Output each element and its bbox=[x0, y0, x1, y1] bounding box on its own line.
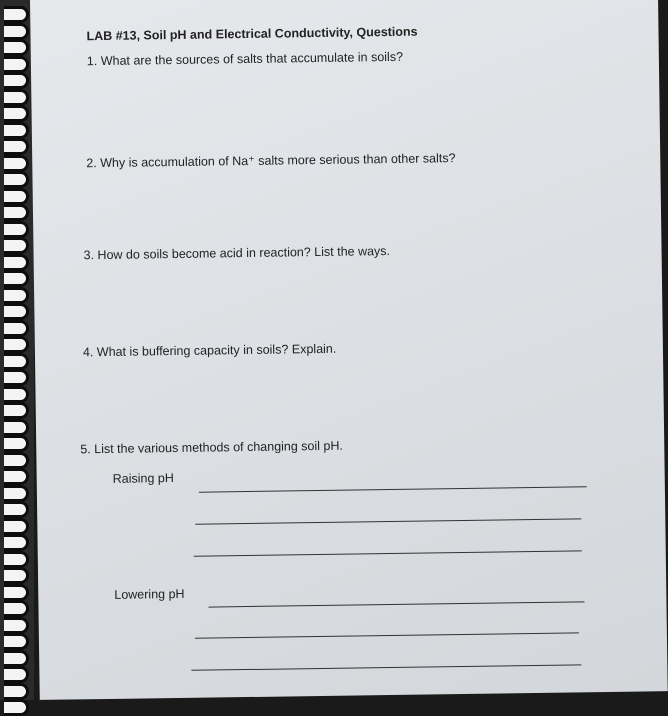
question-number: 1. bbox=[86, 54, 98, 69]
binding-coil bbox=[4, 105, 29, 122]
binding-coil bbox=[4, 650, 29, 667]
raising-ph-label: Raising pH bbox=[112, 471, 174, 486]
binding-coil bbox=[4, 468, 29, 485]
binding-coil bbox=[4, 353, 29, 370]
binding-coil bbox=[4, 501, 29, 518]
binding-coil bbox=[4, 188, 29, 205]
answer-line bbox=[194, 550, 582, 556]
question-number: 5. bbox=[80, 442, 91, 457]
binding-coil bbox=[4, 89, 29, 106]
answer-line bbox=[195, 632, 579, 638]
binding-coil bbox=[4, 254, 29, 271]
answer-line bbox=[195, 518, 581, 524]
question-number: 3. bbox=[83, 248, 95, 263]
binding-coil bbox=[4, 155, 29, 172]
spiral-binding bbox=[0, 0, 34, 700]
binding-coil bbox=[4, 6, 29, 23]
binding-coil bbox=[4, 287, 29, 304]
binding-coil bbox=[4, 270, 29, 287]
binding-coil bbox=[4, 336, 29, 353]
page-title: LAB #13, Soil pH and Electrical Conductivity, Questions bbox=[86, 24, 418, 44]
binding-coil bbox=[4, 600, 29, 617]
question-text: How do soils become acid in reaction? List the ways. bbox=[97, 243, 391, 263]
binding-coil bbox=[4, 567, 29, 584]
binding-coil bbox=[4, 534, 29, 551]
question-number: 4. bbox=[82, 345, 94, 360]
binding-coil bbox=[4, 122, 29, 139]
question-3 bbox=[83, 244, 390, 262]
binding-coil bbox=[4, 386, 29, 403]
binding-coil bbox=[4, 617, 29, 634]
binding-coil bbox=[4, 666, 29, 683]
binding-coil bbox=[4, 303, 29, 320]
binding-coil bbox=[4, 699, 29, 716]
binding-coil bbox=[4, 435, 29, 452]
binding-coil bbox=[4, 72, 29, 89]
binding-coil bbox=[4, 171, 29, 188]
binding-coil bbox=[4, 56, 29, 73]
question-text: What is buffering capacity in soils? Explain. bbox=[96, 341, 337, 360]
answer-line bbox=[191, 664, 581, 670]
binding-coil bbox=[4, 683, 29, 700]
binding-coil bbox=[4, 584, 29, 601]
binding-coil bbox=[4, 369, 29, 386]
binding-coil bbox=[4, 237, 29, 254]
binding-coil bbox=[4, 23, 29, 40]
binding-coil bbox=[4, 518, 29, 535]
binding-coil bbox=[4, 138, 29, 155]
question-text: Why is accumulation of Na⁺ salts more serious than other salts? bbox=[100, 151, 456, 171]
question-2 bbox=[86, 150, 455, 170]
binding-coil bbox=[4, 633, 29, 650]
binding-coil bbox=[4, 419, 29, 436]
answer-line bbox=[199, 486, 587, 492]
binding-coil bbox=[4, 221, 29, 238]
binding-coil bbox=[4, 402, 29, 419]
lowering-ph-label: Lowering pH bbox=[114, 586, 185, 602]
question-5 bbox=[80, 439, 343, 457]
question-text: What are the sources of salts that accumulate in soils? bbox=[100, 49, 404, 69]
binding-coil bbox=[4, 551, 29, 568]
answer-line bbox=[208, 601, 584, 607]
binding-coil bbox=[4, 39, 29, 56]
binding-coil bbox=[4, 452, 29, 469]
binding-coil bbox=[4, 320, 29, 337]
question-4 bbox=[83, 342, 337, 360]
binding-coil bbox=[4, 204, 29, 221]
question-text: List the various methods of changing soil pH. bbox=[94, 438, 344, 457]
question-1 bbox=[87, 50, 403, 68]
binding-coil bbox=[4, 485, 29, 502]
worksheet-page bbox=[30, 0, 668, 700]
question-number: 2. bbox=[86, 156, 97, 171]
